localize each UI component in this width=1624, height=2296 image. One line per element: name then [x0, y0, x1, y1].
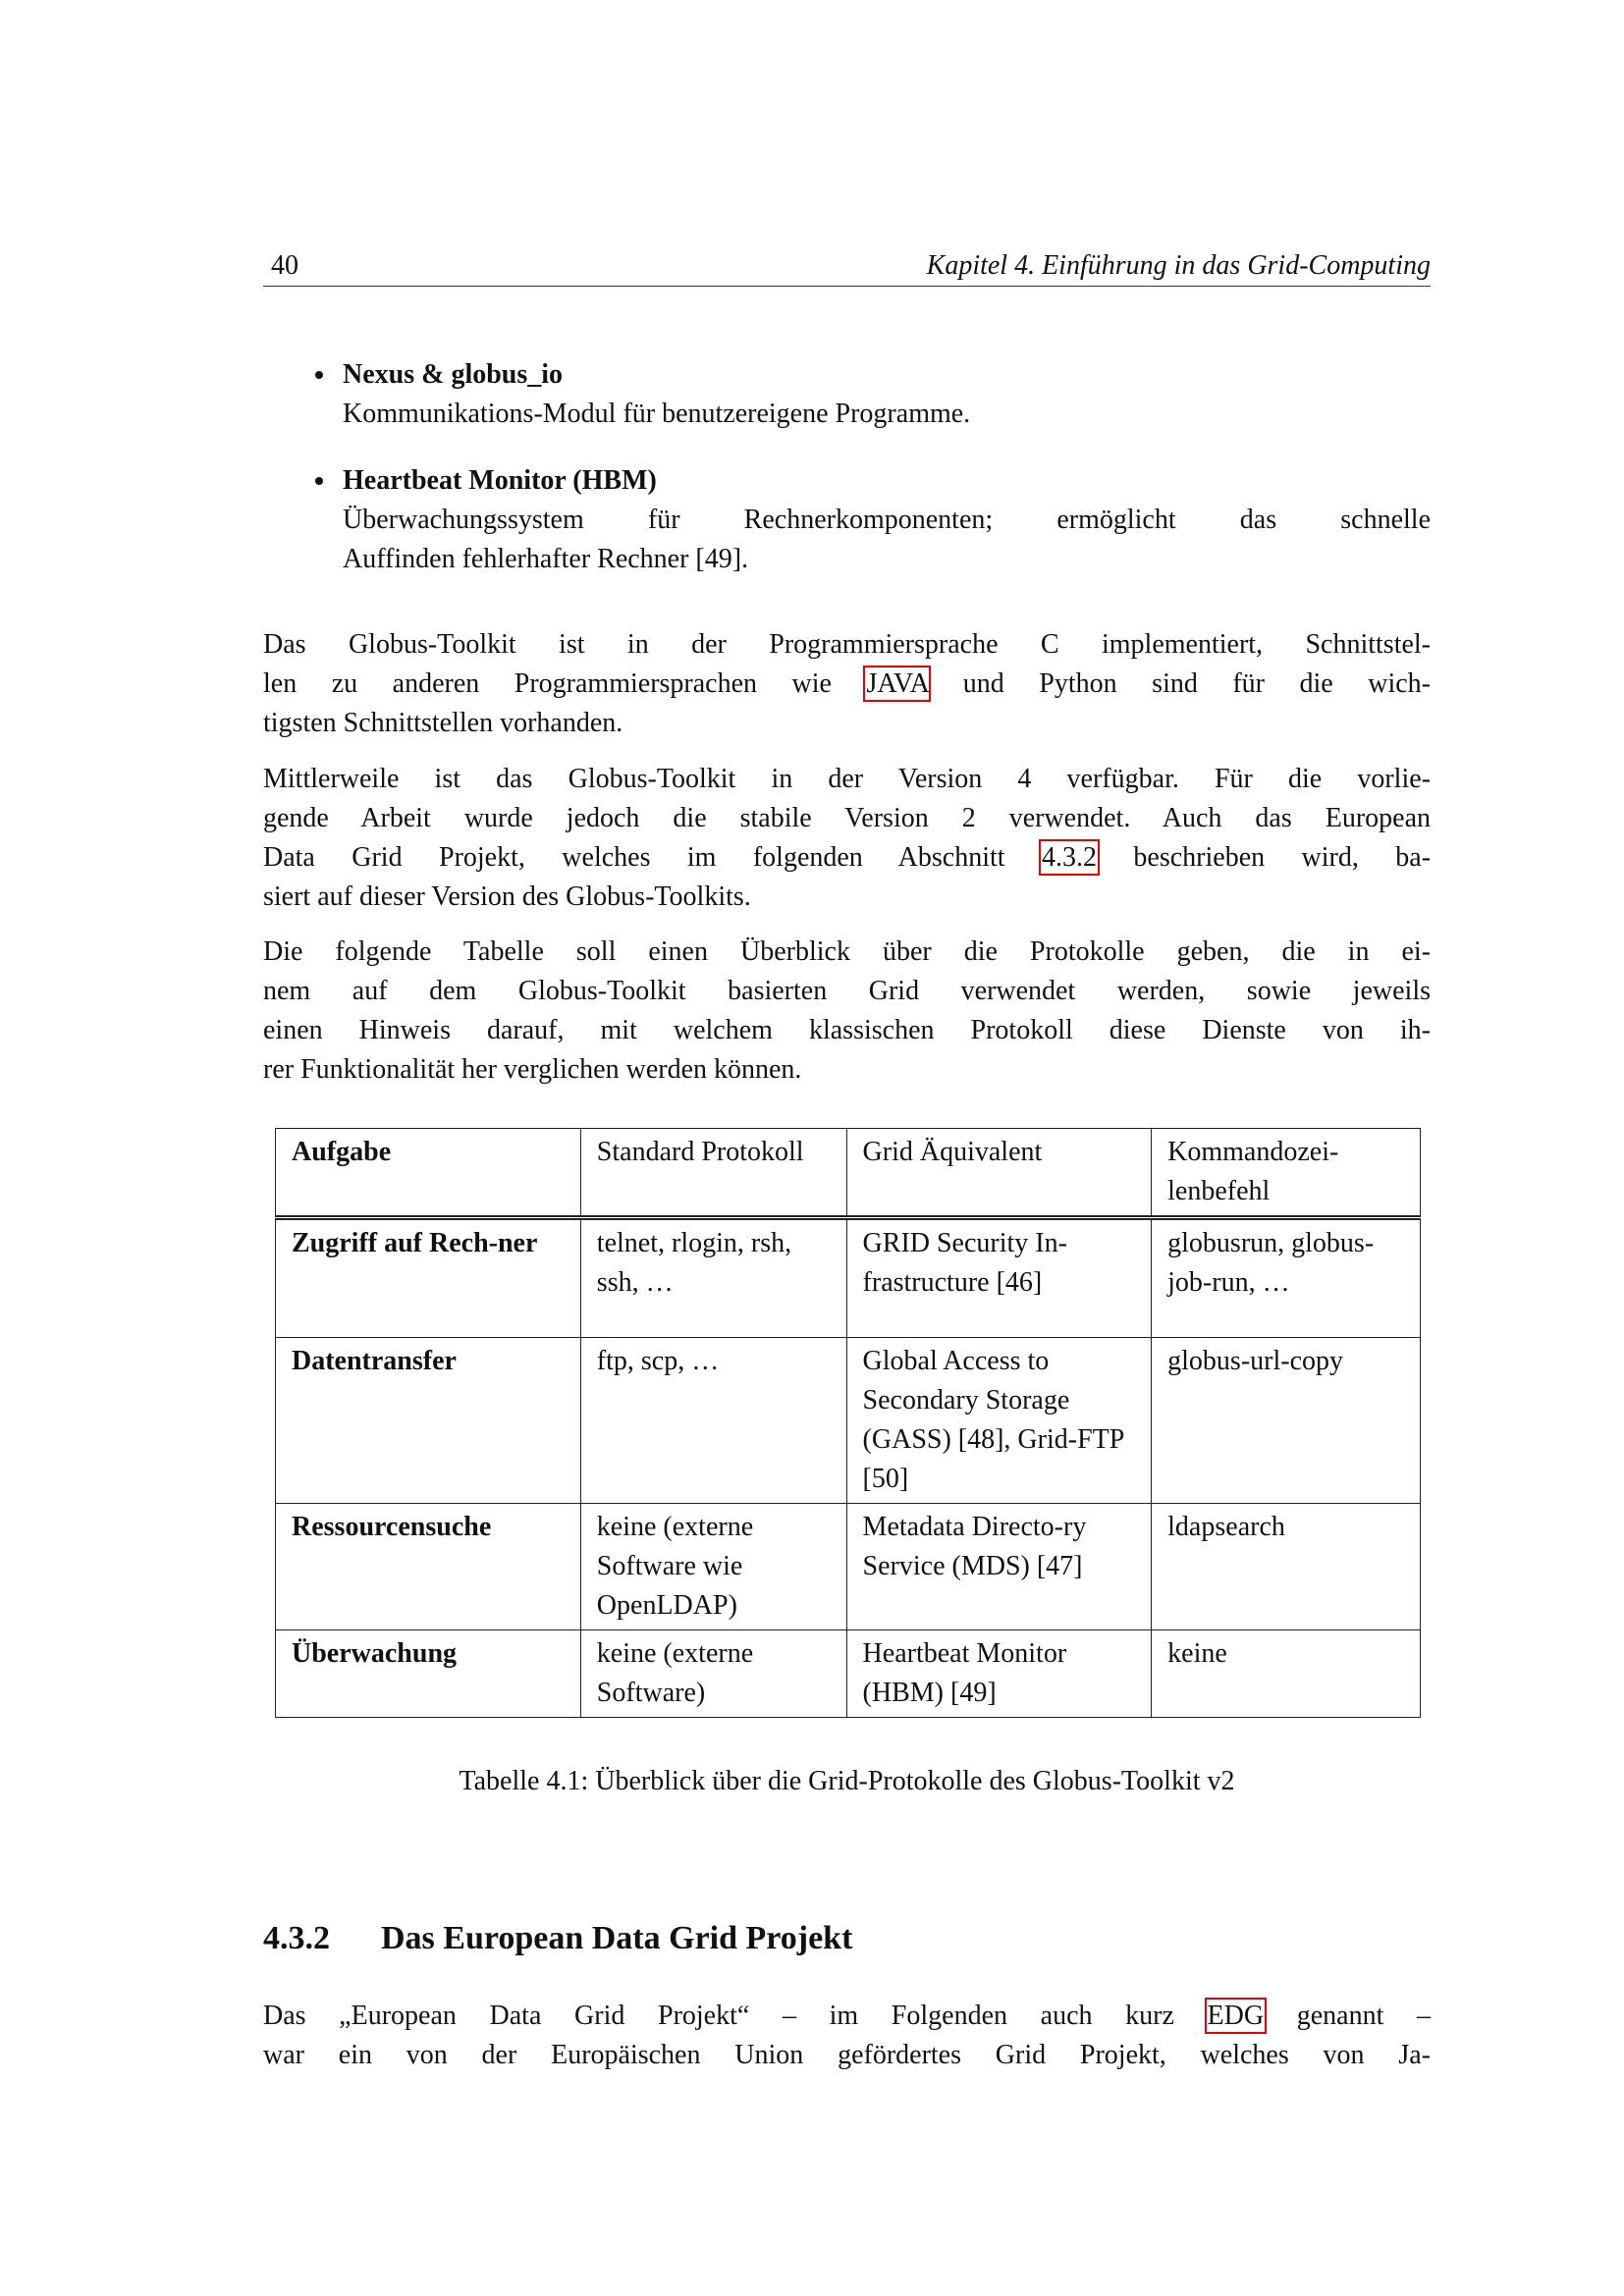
text-line: einen Hinweis darauf, mit welchem klassischen Protokoll diese Dienste von ih- [263, 1015, 1431, 1045]
bullet-item [343, 355, 1431, 434]
text: Das „European Data Grid Projekt“ – im Folgenden auch kurz [263, 2001, 1174, 2031]
table-row [276, 1630, 1421, 1718]
text-line: Die folgende Tabelle soll einen Überblick über die Protokolle geben, die in ei- [263, 936, 1431, 967]
table-cell: telnet, rlogin, rsh, ssh, … [580, 1218, 846, 1338]
table-cell: globusrun, globus-job-run, … [1152, 1218, 1421, 1338]
header-cell: Grid Äquivalent [846, 1129, 1152, 1218]
table-cell: Global Access to Secondary Storage (GASS) [48], Grid-FTP [50] [846, 1338, 1152, 1504]
bullet-text: Überwachungssystem für Rechnerkomponenten; ermöglicht das schnelle [343, 505, 1431, 535]
text-line [263, 1997, 1431, 2036]
link-java[interactable]: JAVA [866, 668, 929, 699]
bullet-title: Heartbeat Monitor (HBM) [343, 465, 657, 496]
bullet-icon [315, 371, 323, 379]
text-line: gende Arbeit wurde jedoch die stabile Version 2 verwendet. Auch das European [263, 803, 1431, 833]
table-cell: Überwachung [276, 1630, 581, 1718]
bullet-text: Auffinden fehlerhafter Rechner [49]. [343, 544, 749, 574]
table-cell: Datentransfer [276, 1338, 581, 1504]
page-number: 40 [271, 250, 298, 281]
table-cell: globus-url-copy [1152, 1338, 1421, 1504]
paragraph [263, 625, 1431, 743]
table-cell: Ressourcensuche [276, 1504, 581, 1630]
table-row [276, 1218, 1421, 1338]
text: len zu anderen Programmiersprachen wie [263, 668, 832, 699]
table-cell: ftp, scp, … [580, 1338, 846, 1504]
table-cell: Heartbeat Monitor (HBM) [49] [846, 1630, 1152, 1718]
table-row [276, 1504, 1421, 1630]
paragraph [263, 760, 1431, 917]
text: Data Grid Projekt, welches im folgenden Abschnitt [263, 842, 1005, 873]
table-row [276, 1338, 1421, 1504]
chapter-title: Kapitel 4. Einführung in das Grid-Computing [926, 250, 1431, 281]
paragraph [263, 933, 1431, 1090]
text-line [263, 665, 1431, 704]
text-line: rer Funktionalität her verglichen werden können. [263, 1054, 802, 1085]
protocol-table [275, 1128, 1421, 1718]
table-caption: Tabelle 4.1: Überblick über die Grid-Protokolle des Globus-Toolkit v2 [459, 1766, 1235, 1796]
text-line [263, 838, 1431, 878]
table-cell: ldapsearch [1152, 1504, 1421, 1630]
link-edg[interactable]: EDG [1207, 2001, 1265, 2031]
table-cell: keine (externe Software wie OpenLDAP) [580, 1504, 846, 1630]
bullet-icon [315, 477, 323, 485]
table-cell: GRID Security In-frastructure [46] [846, 1218, 1152, 1338]
running-header [263, 246, 1431, 287]
text: genannt – [1296, 2001, 1431, 2031]
paragraph [263, 1997, 1431, 2075]
text: beschrieben wird, ba- [1133, 842, 1432, 873]
text-line: Mittlerweile ist das Globus-Toolkit in der Version 4 verfügbar. Für die vorlie- [263, 764, 1431, 794]
section-title: Das European Data Grid Projekt [381, 1920, 853, 1956]
text-line: Das Globus-Toolkit ist in der Programmiersprache C implementiert, Schnittstel- [263, 629, 1431, 660]
link-section-4-3-2[interactable]: 4.3.2 [1041, 842, 1097, 873]
text: und Python sind für die wich- [962, 668, 1431, 699]
table-cell: keine (externe Software) [580, 1630, 846, 1718]
bullet-item [343, 461, 1431, 579]
text-line: siert auf dieser Version des Globus-Toolkits. [263, 881, 751, 912]
header-cell: Standard Protokoll [580, 1129, 846, 1218]
table-cell: keine [1152, 1630, 1421, 1718]
bullet-text: Kommunikations-Modul für benutzereigene Programme. [343, 399, 971, 429]
section-number: 4.3.2 [263, 1920, 330, 1956]
table-header-row [276, 1129, 1421, 1218]
header-cell: Aufgabe [276, 1129, 581, 1218]
table-cell: Zugriff auf Rech-ner [276, 1218, 581, 1338]
header-cell: Kommandozei-lenbefehl [1152, 1129, 1421, 1218]
text-line: war ein von der Europäischen Union gefördertes Grid Projekt, welches von Ja- [263, 2040, 1431, 2070]
bullet-title: Nexus & globus_io [343, 359, 564, 390]
text-line: nem auf dem Globus-Toolkit basierten Grid verwendet werden, sowie jeweils [263, 976, 1431, 1006]
text-line: tigsten Schnittstellen vorhanden. [263, 708, 623, 738]
table-cell: Metadata Directo-ry Service (MDS) [47] [846, 1504, 1152, 1630]
